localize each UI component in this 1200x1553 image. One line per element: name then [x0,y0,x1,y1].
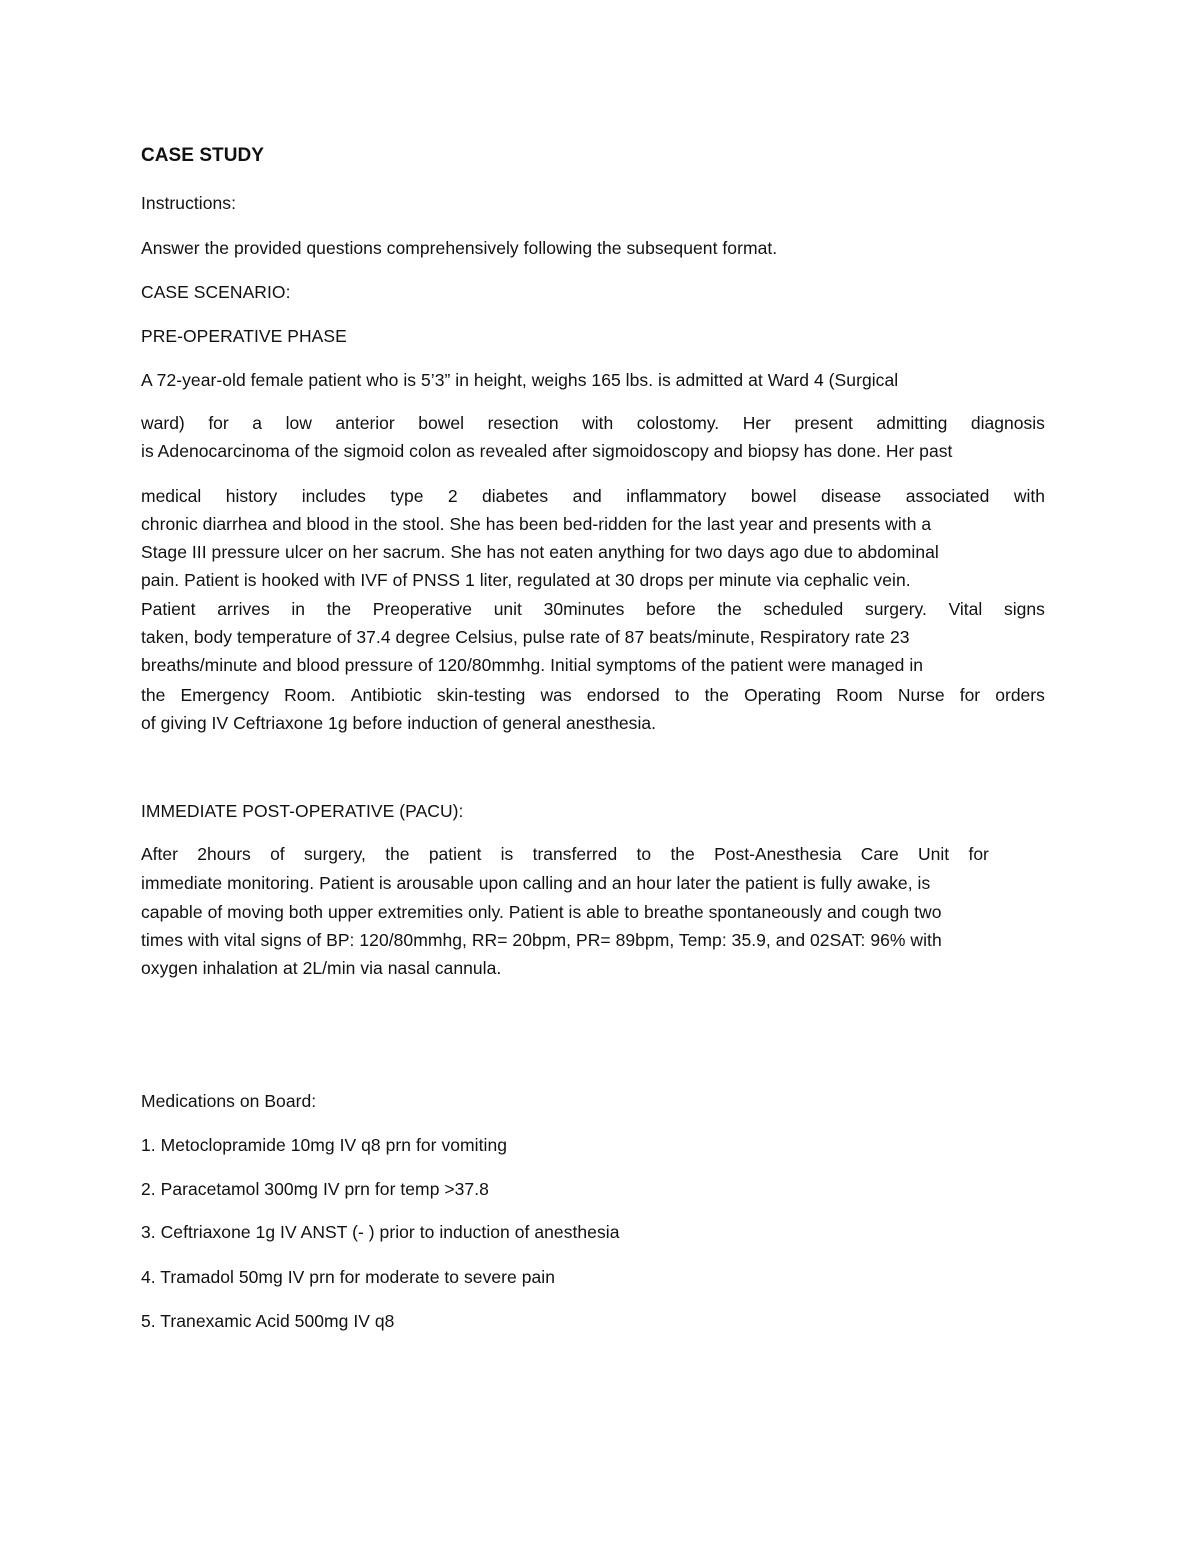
word: the [141,685,166,705]
medication-item: 5. Tranexamic Acid 500mg IV q8 [141,1311,395,1331]
word: resection [487,413,559,433]
preop-line: pain. Patient is hooked with IVF of PNSS 1 liter, regulated at 30 drops per minute via cephalic vein. [141,570,911,590]
word: is [500,844,514,864]
word: for [968,844,989,864]
word: a [252,413,263,433]
preop-line: is Adenocarcinoma of the sigmoid colon as revealed after sigmoidoscopy and biopsy has done. Her past [141,441,953,461]
word: orders [995,685,1045,705]
word: the [670,844,695,864]
word: signs [1004,599,1045,619]
word: type [390,486,424,506]
medications-label: Medications on Board: [141,1091,317,1111]
word: and [572,486,602,506]
word: Operating [744,685,821,705]
word: Vital [948,599,983,619]
word: surgery, [303,844,366,864]
preop-line [141,598,1045,620]
word: Room. [284,685,336,705]
preop-line: of giving IV Ceftriaxone 1g before induction of general anesthesia. [141,713,657,733]
preop-line: taken, body temperature of 37.4 degree Celsius, pulse rate of 87 beats/minute, Respiratory rate 23 [141,627,910,647]
word: diagnosis [970,413,1045,433]
preop-line: A 72-year-old female patient who is 5’3” in height, weighs 165 lbs. is admitted at Ward 4 (Surgical [141,370,899,390]
word: the [717,599,742,619]
word: bowel [750,486,797,506]
word: Room [836,685,883,705]
word: with [582,413,614,433]
word: 2 [447,486,458,506]
word: for [959,685,981,705]
word: disease [820,486,882,506]
word: Post-Anesthesia [714,844,842,864]
word: anterior [335,413,395,433]
word: the [385,844,410,864]
word: admitting [876,413,948,433]
word: colostomy. [636,413,720,433]
preop-heading: PRE-OPERATIVE PHASE [141,326,347,346]
medication-item: 4. Tramadol 50mg IV prn for moderate to severe pain [141,1267,556,1287]
word: for [208,413,229,433]
word: Her [742,413,771,433]
word: history [225,486,278,506]
word: Nurse [897,685,945,705]
word: was [540,685,572,705]
word: inflammatory [626,486,727,506]
word: the [704,685,729,705]
word: scheduled [763,599,844,619]
medication-item: 1. Metoclopramide 10mg IV q8 prn for vomiting [141,1135,508,1155]
word: in [291,599,306,619]
word: low [285,413,312,433]
medication-item: 2. Paracetamol 300mg IV prn for temp >37.8 [141,1179,489,1199]
preop-line [141,684,1045,706]
word: with [1013,486,1045,506]
word: After [141,844,178,864]
word: Antibiotic [350,685,422,705]
preop-line: Stage III pressure ulcer on her sacrum. She has not eaten anything for two days ago due to abdominal [141,542,939,562]
case-scenario-label: CASE SCENARIO: [141,282,291,302]
word: Care [860,844,899,864]
word: 30minutes [543,599,625,619]
postop-heading: IMMEDIATE POST-OPERATIVE (PACU): [141,801,464,821]
word: present [794,413,853,433]
word: surgery. [864,599,927,619]
instructions-text: Answer the provided questions comprehensively following the subsequent format. [141,238,778,258]
preop-line: breaths/minute and blood pressure of 120/80mmhg. Initial symptoms of the patient were managed in [141,655,924,675]
postop-line: immediate monitoring. Patient is arousable upon calling and an hour later the patient is fully awake, is [141,873,931,893]
word: endorsed [586,685,660,705]
word: associated [905,486,990,506]
postop-line: times with vital signs of BP: 120/80mmhg, RR= 20bpm, PR= 89bpm, Temp: 35.9, and 02SAT: 96% with [141,930,942,950]
word: to [674,685,690,705]
word: 2hours [197,844,251,864]
word: Preoperative [372,599,472,619]
word: Unit [918,844,950,864]
postop-line: capable of moving both upper extremities only. Patient is able to breathe spontaneously and cough two [141,902,942,922]
word: ward) [141,413,185,433]
preop-line: chronic diarrhea and blood in the stool. She has been bed-ridden for the last year and presents with a [141,514,932,534]
postop-line [141,843,989,865]
word: medical [141,486,202,506]
word: transferred [532,844,618,864]
word: Emergency [180,685,269,705]
word: of [270,844,285,864]
word: arrives [217,599,270,619]
instructions-label: Instructions: [141,193,236,213]
preop-line [141,412,1045,434]
word: before [646,599,696,619]
word: to [636,844,652,864]
word: includes [301,486,366,506]
word: bowel [418,413,465,433]
word: patient [428,844,482,864]
word: unit [493,599,522,619]
document-title: CASE STUDY [141,145,264,166]
word: skin-testing [436,685,526,705]
preop-line [141,485,1045,507]
medication-item: 3. Ceftriaxone 1g IV ANST (- ) prior to induction of anesthesia [141,1222,620,1242]
postop-line: oxygen inhalation at 2L/min via nasal cannula. [141,958,502,978]
word: Patient [141,599,196,619]
word: diabetes [482,486,549,506]
word: the [326,599,352,619]
